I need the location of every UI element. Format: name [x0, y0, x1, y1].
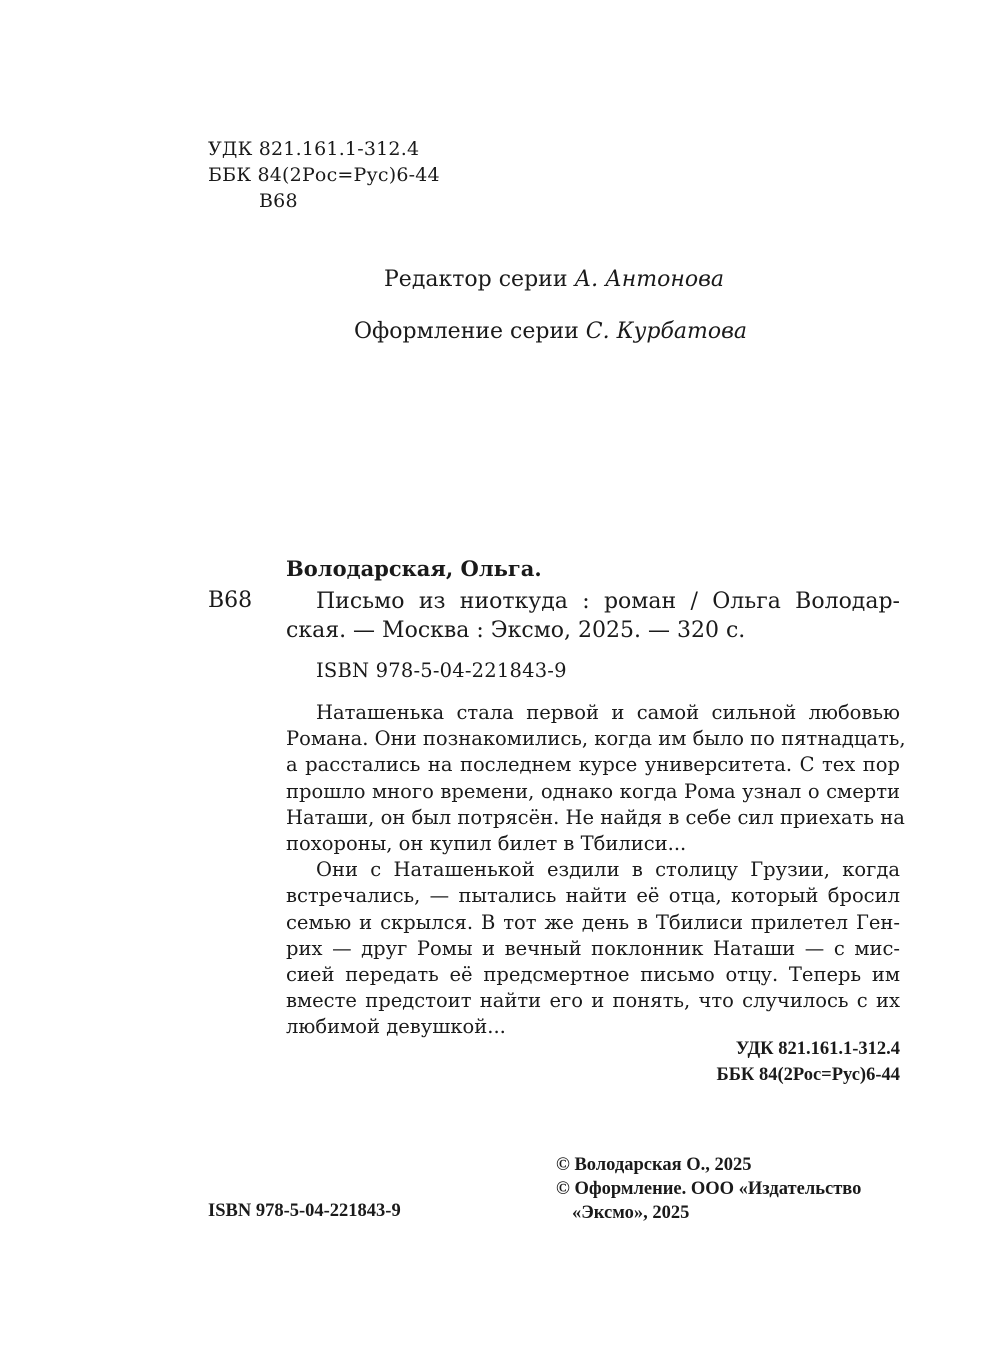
bbk-bottom: ББК 84(2Рос=Рус)6-44: [716, 1065, 900, 1085]
annotation-line: Наташи, он был потрясён. Не найдя в себе сил приехать на: [286, 805, 905, 829]
series-design-credit: [354, 318, 747, 346]
series-design-name: С. Курбатова: [585, 319, 748, 344]
author-mark-top: В68: [259, 190, 298, 212]
udk-top: УДК 821.161.1-312.4: [208, 138, 420, 160]
annotation-line: любимой девушкой...: [286, 1015, 506, 1039]
annotation-line: семью и скрылся. В тот же день в Тбилиси прилетел Ген-: [286, 910, 900, 934]
annotation-line: Романа. Они познакомились, когда им было по пятнадцать,: [286, 727, 906, 751]
udk-bottom: УДК 821.161.1-312.4: [735, 1039, 900, 1059]
entry-isbn: ISBN 978-5-04-221843-9: [316, 659, 567, 682]
annotation: [286, 700, 906, 1040]
annotation-line: похороны, он купил билет в Тбилиси...: [286, 831, 687, 855]
series-editor-label: Редактор серии: [384, 267, 568, 292]
copyright-author: © Володарская О., 2025: [556, 1155, 752, 1175]
copyright-design: © Оформление. ООО «Издательство: [556, 1179, 862, 1199]
annotation-line: прошло много времени, однако когда Рома узнал о смерти: [286, 779, 900, 803]
entry-title-line: Письмо из ниоткуда : роман / Ольга Володар-: [316, 589, 900, 614]
series-editor-name: А. Антонова: [574, 267, 725, 292]
annotation-line: сией передать её предсмертное письмо отцу. Теперь им: [286, 962, 900, 986]
series-design-label: Оформление серии: [354, 319, 579, 344]
annotation-line: Они с Наташенькой ездили в столицу Грузии, когда: [316, 858, 900, 882]
annotation-line: рих — друг Ромы и вечный поклонник Наташи — с мис-: [286, 936, 900, 960]
entry-mark: В68: [208, 588, 253, 613]
annotation-line: Наташенька стала первой и самой сильной любовью: [316, 701, 900, 724]
entry-title-line: ская. — Москва : Эксмо, 2025. — 320 с.: [286, 618, 746, 643]
annotation-line: а расстались на последнем курсе университета. С тех пор: [286, 753, 900, 777]
copyright-publisher: «Эксмо», 2025: [572, 1203, 690, 1223]
series-editor-credit: [384, 266, 724, 294]
entry-title-block: [286, 587, 900, 645]
isbn-bottom: ISBN 978-5-04-221843-9: [208, 1201, 401, 1221]
annotation-line: вместе предстоит найти его и понять, что случилось с их: [286, 989, 900, 1013]
bbk-top: ББК 84(2Рос=Рус)6-44: [208, 164, 440, 186]
entry-author: Володарская, Ольга.: [286, 556, 542, 581]
annotation-line: встречались, — пытались найти её отца, который бросил: [286, 884, 900, 908]
